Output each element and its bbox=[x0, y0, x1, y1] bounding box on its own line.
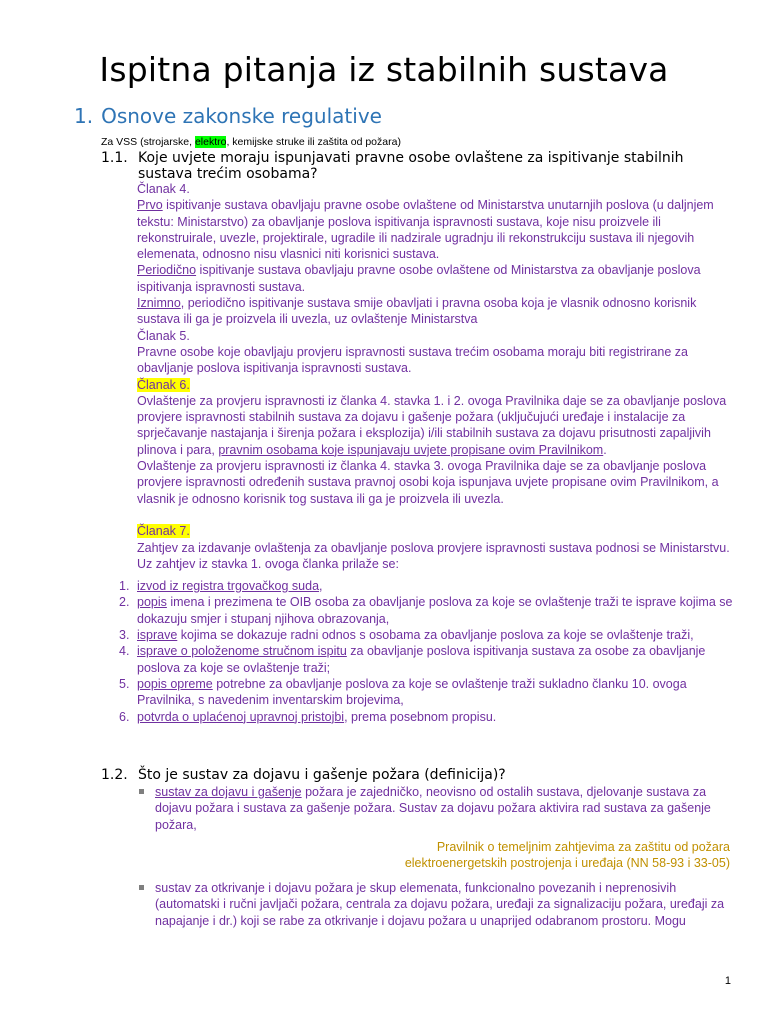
item-text: kojima se dokazuje radni odnos s osobama za obavljanje poslova za koje se ovlaštenje traži, bbox=[177, 628, 694, 643]
list-item bbox=[119, 578, 737, 594]
item-number: 6. bbox=[119, 709, 130, 724]
item-underlined: isprave bbox=[137, 628, 178, 643]
bullet-square bbox=[139, 885, 144, 890]
bullet-square bbox=[139, 789, 144, 794]
list-item bbox=[119, 643, 737, 676]
definition-text: požara je zajedničko, neovisno od ostalih sustava, djelovanje sustava za dojavu požara i sustava za gašenje požara. Sustav za dojavu požara aktivira rad sustava za gašenje požara, bbox=[155, 785, 711, 832]
paragraph-text: Ovlaštenje za provjeru ispravnosti iz članka 4. stavka 1. i 2. ovoga Pravilnika daje se za obavljanje poslova provjere ispravnosti stabilnih sustava za dojavu i gašenje požara (uključujući uređaje i instalacije za sprječavanje nastajanja i širenja požara i eksplozija) i/ili stabilnih sustava za dojavu prisutnosti zapaljivih plinova i para, bbox=[137, 393, 727, 457]
page-number: 1 bbox=[724, 975, 731, 987]
clanak-6-heading bbox=[137, 377, 737, 393]
bullet-text bbox=[155, 784, 737, 833]
note-text-end: , kemijske struke ili zaštita od požara) bbox=[226, 136, 401, 148]
item-underlined: isprave o položenome stručnom ispitu bbox=[137, 644, 347, 659]
question-number: 1.2. bbox=[101, 767, 128, 783]
underlined-term: Periodično bbox=[137, 263, 197, 278]
list-item bbox=[119, 594, 737, 627]
answer-1-1 bbox=[119, 181, 737, 725]
clanak-4-paragraph-1 bbox=[137, 197, 737, 262]
section-title: Osnove zakonske regulative bbox=[101, 104, 382, 128]
section-heading bbox=[74, 104, 382, 128]
underlined-term: sustav za dojavu i gašenje bbox=[155, 785, 302, 799]
note-text: Za VSS (strojarske, bbox=[101, 136, 195, 148]
clanak-6-paragraph-2: Ovlaštenje za provjeru ispravnosti iz članka 4. stavka 3. ovoga Pravilnika daje se za obavljanje poslova provjere ispravnosti određenih sustava pravnoj osobi koja ispunjava uvjete propisane ovim Pravilnikom, a vlasnik je odnosno korisnik tog sustava ili ga je proizvela ili uvezla. bbox=[137, 459, 719, 506]
underlined-term: Iznimno bbox=[137, 296, 181, 311]
underlined-term: Prvo bbox=[137, 198, 163, 213]
clanak-4-paragraph-3 bbox=[137, 295, 737, 328]
item-text: imena i prezimena te OIB osoba za obavljanje poslova za koje se ovlaštenje traži te isprave kojima se dokazuju smjer i stupanj njihova obrazovanja, bbox=[137, 595, 733, 626]
spacer bbox=[137, 507, 737, 523]
clanak-5-paragraph-1: Pravne osobe koje obavljaju provjeru ispravnosti sustava trećim osobama moraju biti registrirane za obavljanje poslova ispitivanja ispravnosti sustava. bbox=[137, 344, 688, 376]
clanak-7-heading bbox=[137, 523, 737, 539]
citation-line: Pravilnik o temeljnim zahtjevima za zaštitu od požara bbox=[436, 840, 730, 854]
clanak-5-heading: Članak 5. bbox=[137, 328, 190, 343]
question-number: 1.1. bbox=[101, 150, 128, 166]
highlighted-word: elektro bbox=[194, 136, 227, 148]
page-title: Ispitna pitanja iz stabilnih sustava bbox=[99, 50, 669, 89]
item-underlined: popis opreme bbox=[137, 676, 213, 691]
source-citation bbox=[310, 839, 730, 872]
paragraph-text: , periodično ispitivanje sustava smije obavljati i pravna osoba koja je vlasnik odnosno korisnik sustava ili ga je proizvela ili uvezla, uz ovlaštenje Ministarstva bbox=[137, 296, 697, 327]
paragraph-text: ispitivanje sustava obavljaju pravne osobe ovlaštene od Ministarstva za obavljanje poslova ispitivanja ispravnosti sustava. bbox=[137, 263, 701, 294]
highlighted-heading: Članak 7. bbox=[137, 524, 190, 539]
item-underlined: potvrda o uplaćenoj upravnoj pristojbi bbox=[137, 709, 345, 724]
item-text: potrebne za obavljanje poslova za koje se ovlaštenje traži sukladno članku 10. ovoga Pravilnika, s navedenim inventarskim brojevima, bbox=[137, 676, 687, 708]
list-item bbox=[119, 627, 737, 643]
item-number: 4. bbox=[119, 644, 130, 659]
clanak-4-heading: Članak 4. bbox=[137, 182, 190, 196]
highlighted-heading: Članak 6. bbox=[137, 377, 190, 392]
list-item bbox=[119, 709, 737, 725]
definition-bullet-2 bbox=[137, 880, 737, 929]
paragraph-end: . bbox=[603, 442, 607, 457]
clanak-7-paragraph-1: Zahtjev za izdavanje ovlaštenja za obavljanje poslova provjere ispravnosti sustava podnosi se Ministarstvu. bbox=[137, 540, 730, 555]
clanak-6-paragraph-1 bbox=[137, 393, 737, 458]
clanak-7-paragraph-2: Uz zahtjev iz stavka 1. ovoga članka prilaže se: bbox=[137, 556, 399, 571]
item-text: za obavljanje poslova ispitivanja sustava za osobe za obavljanje poslova za koje se ovlaštenje traži; bbox=[137, 644, 706, 675]
item-text: , prema posebnom propisu. bbox=[344, 709, 497, 724]
item-number: 2. bbox=[119, 595, 130, 610]
question-text: Koje uvjete moraju ispunjavati pravne osobe ovlaštene za ispitivanje stabilnih sustava trećim osobama? bbox=[138, 150, 684, 182]
item-number: 1. bbox=[119, 579, 130, 594]
paragraph-text: ispitivanje sustava obavljaju pravne osobe ovlaštene od Ministarstva unutarnjih poslova (u daljnjem tekstu: Ministarstvo) za obavljanje poslova ispitivanja ispravnosti sustava, koje nisu proizvele ili rekonstruirale, uvezle, projektirale, ugradile ili nadzirale ugradnju ili rekonstrukciju sustava ili njegovih elemenata, odnosno nisu vlasnici niti korisnici sustava. bbox=[137, 198, 714, 262]
item-underlined: popis bbox=[137, 595, 167, 610]
citation-line: elektroenergetskih postrojenja i uređaja (NN 58-93 i 33-05) bbox=[404, 856, 730, 871]
section-number: 1. bbox=[74, 104, 94, 128]
item-text: , bbox=[319, 579, 323, 594]
item-number: 5. bbox=[119, 676, 130, 691]
list-item bbox=[119, 676, 737, 709]
underlined-phrase: pravnim osobama koje ispunjavaju uvjete propisane ovim Pravilnikom bbox=[218, 442, 604, 457]
bullet-text: sustav za otkrivanje i dojavu požara je skup elemenata, funkcionalno povezanih i neprenosivih (automatski i ručni javljači požara, centrala za dojavu požara, uređaji za signalizaciju požara, uređaji za napajanje i dr.) koji se rabe za otkrivanje i dojavu požara u unaprijed odabranom prostoru. Mogu bbox=[155, 881, 725, 928]
clanak-4-paragraph-2 bbox=[137, 262, 737, 295]
item-underlined: izvod iz registra trgovačkog suda bbox=[137, 579, 320, 594]
definition-bullet-1 bbox=[137, 784, 737, 833]
question-text: Što je sustav za dojavu i gašenje požara (definicija)? bbox=[138, 767, 506, 783]
item-number: 3. bbox=[119, 628, 130, 643]
audience-note bbox=[101, 136, 401, 148]
requirements-list bbox=[0, 578, 737, 725]
